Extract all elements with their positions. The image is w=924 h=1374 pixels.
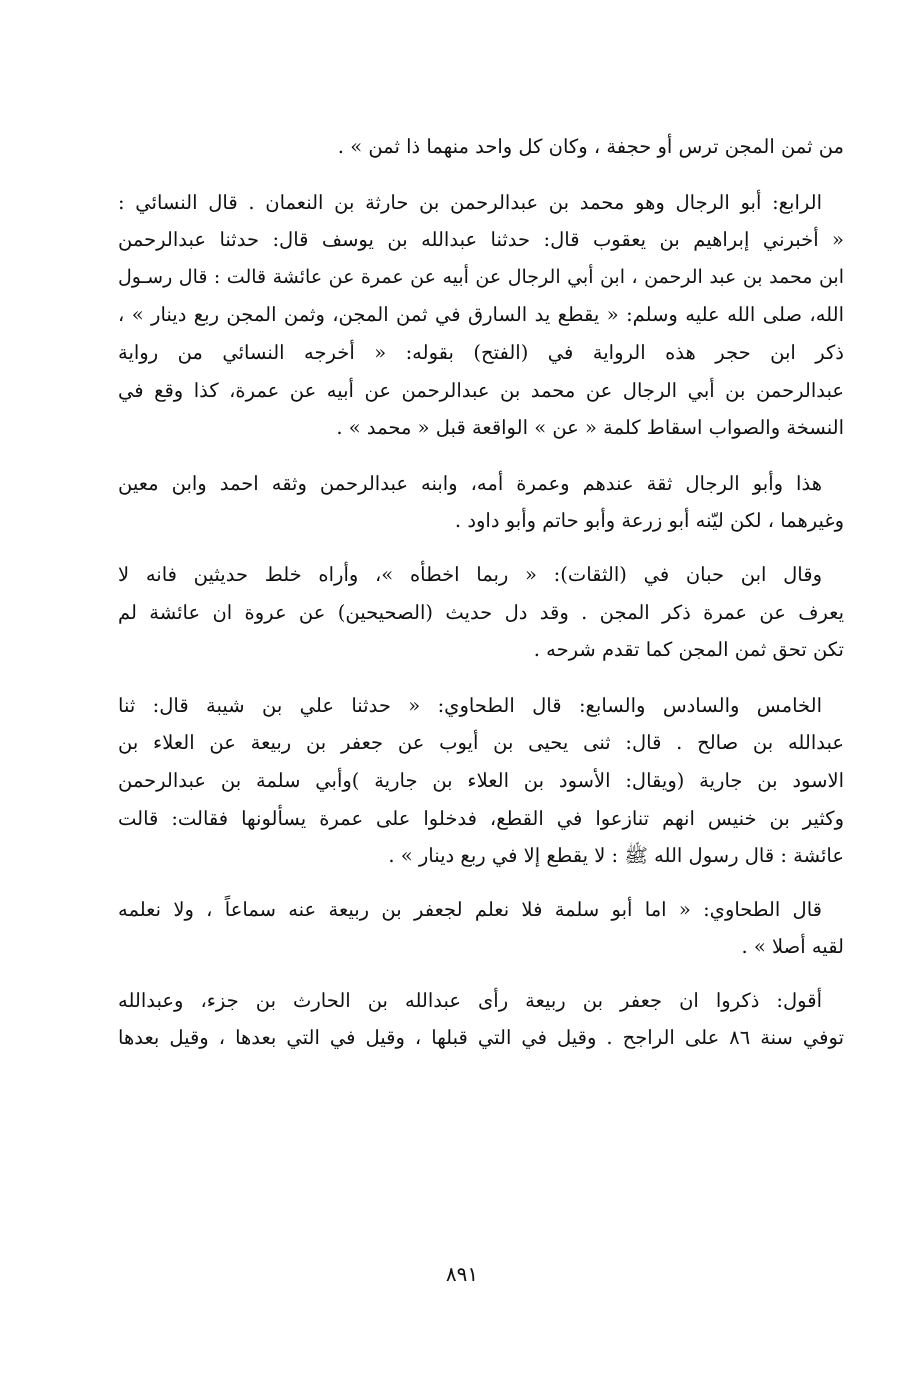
paragraph-4 <box>118 556 844 669</box>
text-line: أقول: ذكروا ان جعفر بن ربيعة رأى عبدالله بن الحارث بن جزء، وعبدالله <box>118 988 822 1012</box>
paragraph-2 <box>118 184 844 447</box>
text-line: عبدالله بن صالح . قال: ثنى يحيى بن أيوب عن جعفر بن ربيعة عن العلاء بن <box>118 731 844 755</box>
text-line: تكن تحق ثمن المجن كما تقدم شرحه . <box>533 638 844 662</box>
text-line: النسخة والصواب اسقاط كلمة « عن » الواقعة قبل « محمد » . <box>336 416 844 440</box>
text-line: قال الطحاوي: « اما أبو سلمة فلا نعلم لجعفر بن ربيعة عنه سماعاً ، ولا نعلمه <box>118 897 822 921</box>
text-line: توفي سنة ٨٦ على الراجح . وقيل في التي قبلها ، وقيل في التي بعدها ، وقيل بعدها <box>118 1026 844 1050</box>
text-line: من ثمن المجن ترس أو حجفة ، وكان كل واحد منهما ذا ثمن » . <box>337 135 844 158</box>
text-line: عبدالرحمن بن أبي الرجال عن محمد بن عبدالرحمن عن أبيه عن عمرة، كذا وقع في <box>118 378 844 402</box>
text-line: وغيرهما ، لكن ليّنه أبو زرعة وأبو حاتم وأبو داود . <box>454 509 844 533</box>
text-line: الاسود بن جارية (ويقال: الأسود بن العلاء بن جارية )وأبي سلمة بن عبدالرحمن <box>118 768 844 792</box>
page-number: ٨٩١ <box>445 1262 479 1286</box>
text-line: هذا وأبو الرجال ثقة عندهم وعمرة أمه، وابنه عبدالرحمن وثقه احمد وابن معين <box>118 471 822 495</box>
text-line: وكثير بن خنيس انهم تنازعوا في القطع، فدخلوا على عمرة يسألونها فقالت: قالت <box>118 806 844 830</box>
text-line: يعرف عن عمرة ذكر المجن . وقد دل حديث (الصحيحين) عن عروة ان عائشة لم <box>118 600 844 624</box>
text-line: الرابع: أبو الرجال وهو محمد بن عبدالرحمن بن حارثة بن النعمان . قال النسائي : <box>118 190 822 214</box>
text-line: لقيه أصلا » . <box>741 935 844 959</box>
paragraph-1 <box>118 128 844 166</box>
text-line: الله، صلى الله عليه وسلم: « يقطع يد السارق في ثمن المجن، وثمن المجن ربع دينار » ، <box>118 303 844 327</box>
text-line: وقال ابن حبان في (الثقات): « ربما اخطأه »، وأراه خلط حديثين فانه لا <box>118 562 822 586</box>
text-line: ابن محمد بن عبد الرحمن ، ابن أبي الرجال عن أبيه عن عمرة عن عائشة قالت : قال رسـول <box>118 265 844 288</box>
text-line: « أخبرني إبراهيم بن يعقوب قال: حدثنا عبدالله بن يوسف قال: حدثنا عبدالرحمن <box>118 228 844 252</box>
text-line: الخامس والسادس والسابع: قال الطحاوي: « حدثنا علي بن شيبة قال: ثنا <box>118 693 822 717</box>
text-line: ذكر ابن حجر هذه الرواية في (الفتح) بقوله: « أخرجه النسائي من رواية <box>118 340 844 364</box>
paragraph-3 <box>118 465 844 540</box>
page-body <box>118 128 844 1057</box>
text-line: عائشة : قال رسول الله ﷺ : لا يقطع إلا في ربع دينار » . <box>388 844 844 868</box>
paragraph-5 <box>118 687 844 875</box>
paragraph-7 <box>118 982 844 1057</box>
paragraph-6 <box>118 891 844 966</box>
